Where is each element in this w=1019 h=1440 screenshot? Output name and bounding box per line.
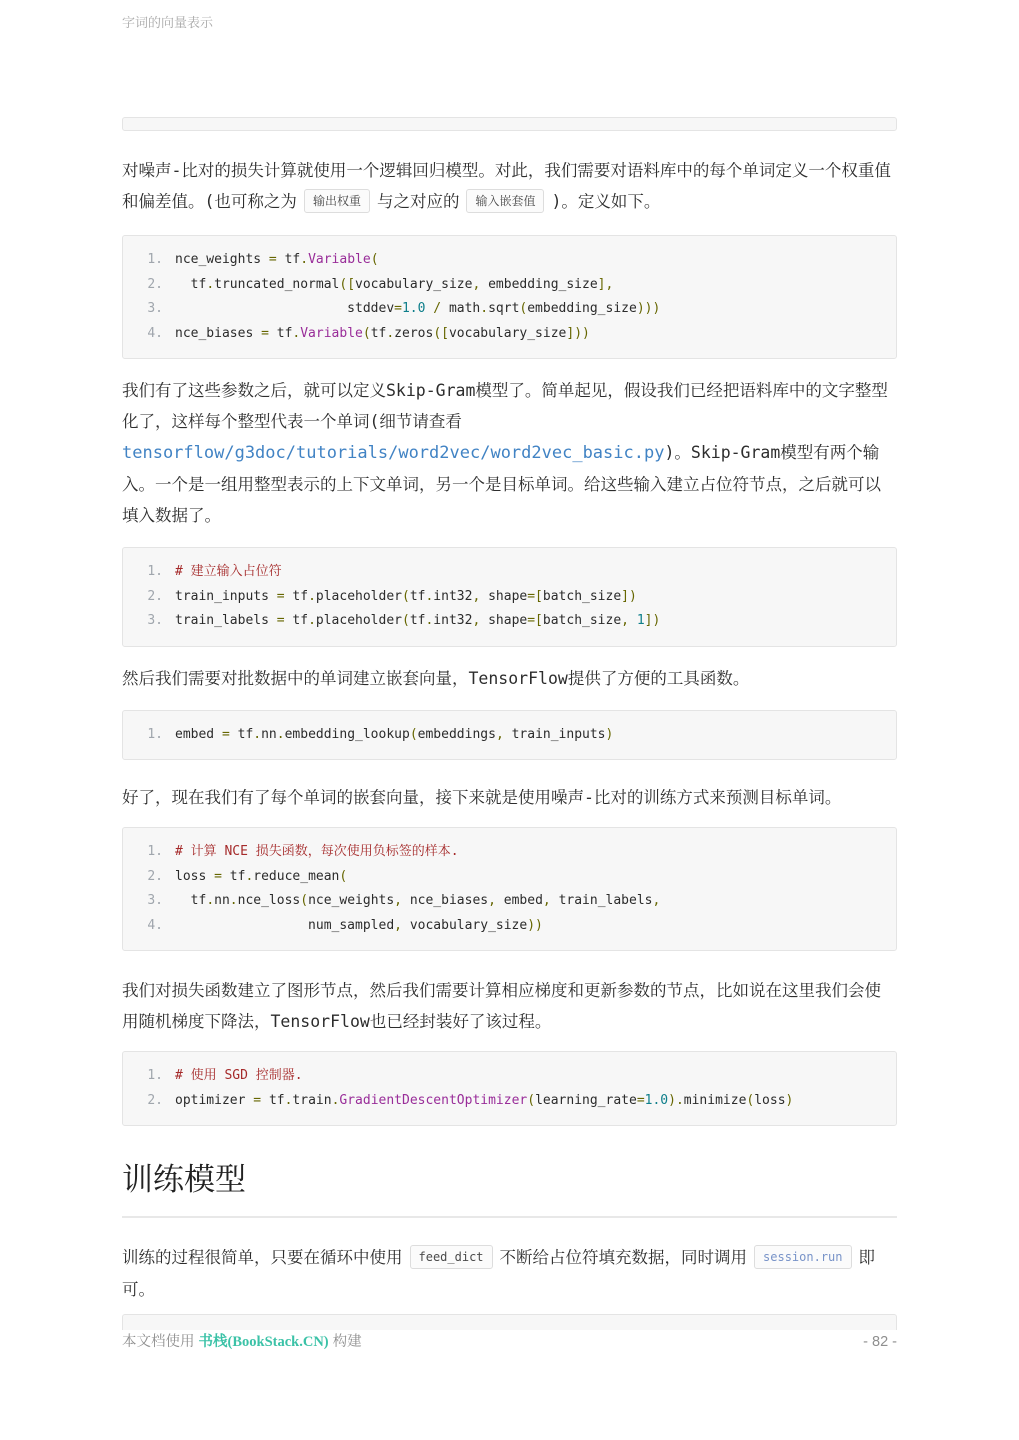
code-line: 1. # 建立输入占位符 — [139, 560, 880, 585]
footer — [122, 1330, 897, 1351]
inline-code: feed_dict — [410, 1245, 493, 1269]
code-block — [122, 827, 897, 951]
code-line: 2. loss = tf.reduce_mean( — [139, 865, 880, 890]
code-line: 3. train_labels = tf.placeholder(tf.int32, shape=[batch_size, 1]) — [139, 609, 880, 634]
line-number: 1. — [147, 252, 163, 267]
code-line: 2. tf.truncated_normal([vocabulary_size, embedding_size], — [139, 273, 880, 298]
code-line: 4. num_sampled, vocabulary_size)) — [139, 914, 880, 939]
code-block — [122, 547, 897, 647]
code-block — [122, 1051, 897, 1126]
line-number: 1. — [147, 844, 163, 859]
line-number: 4. — [147, 325, 163, 341]
code-block-partial-top — [122, 1314, 897, 1330]
paragraph: 训练的过程很简单，只要在循环中使用 feed_dict 不断给占位符填充数据，同时调用 session.run 即可。 — [122, 1242, 897, 1306]
paragraph: 我们对损失函数建立了图形节点，然后我们需要计算相应梯度和更新参数的节点，比如说在这里我们会使用随机梯度下降法，TensorFlow也已经封装好了该过程。 — [122, 981, 881, 1031]
page-number: - 82 - — [863, 1334, 897, 1350]
code-line: 3. stddev=1.0 / math.sqrt(embedding_size))) — [139, 297, 880, 322]
code-line: 1. # 计算 NCE 损失函数，每次使用负标签的样本. — [139, 840, 880, 865]
page-header-title: 字词的向量表示 — [122, 15, 214, 30]
paragraph: 好了，现在我们有了每个单词的嵌套向量，接下来就是使用噪声-比对的训练方式来预测目标单词。 — [122, 788, 842, 807]
line-number: 3. — [147, 613, 163, 628]
line-number: 1. — [147, 726, 163, 742]
code-block — [122, 710, 897, 761]
inline-code: session.run — [754, 1245, 851, 1269]
code-line: 1. embed = tf.nn.embedding_lookup(embeddings, train_inputs) — [139, 723, 880, 748]
section-heading: 训练模型 — [122, 1160, 897, 1218]
code-block — [122, 235, 897, 359]
line-number: 3. — [147, 893, 163, 908]
line-number: 4. — [147, 917, 163, 933]
line-number: 2. — [147, 276, 163, 292]
code-line: 1. # 使用 SGD 控制器. — [139, 1064, 880, 1089]
line-number: 1. — [147, 564, 163, 579]
paragraph: 对噪声-比对的损失计算就使用一个逻辑回归模型。对此，我们需要对语料库中的每个单词定义一个权重值和偏差值。(也可称之为 输出权重 与之对应的 输入嵌套值 )。定义如下。 — [122, 161, 891, 211]
footer-brand-link[interactable]: 书栈(BookStack.CN) — [198, 1334, 329, 1350]
line-number: 2. — [147, 1092, 163, 1108]
paragraph: 我们有了这些参数之后，就可以定义Skip-Gram模型了。简单起见，假设我们已经把语料库中的文字整型化了，这样每个整型代表一个单词(细节请查看 tensorflow/g3doc/tutorials/word2vec/word2vec_basic.py)。Skip-Gram模型有两个输入。一个是一组用整型表示的上下文单词，另一个是目标单词。给这些输入建立占位符节点，之后就可以填入数据了。 — [122, 381, 888, 525]
footer-text-prefix: 本文档使用 — [122, 1334, 199, 1350]
inline-code: 输入嵌套值 — [466, 189, 544, 213]
code-line: 4. nce_biases = tf.Variable(tf.zeros([vocabulary_size])) — [139, 322, 880, 347]
line-number: 3. — [147, 301, 163, 316]
line-number: 2. — [147, 868, 163, 884]
inline-link[interactable]: tensorflow/g3doc/tutorials/word2vec/word2vec_basic.py — [122, 443, 665, 463]
line-number: 1. — [147, 1068, 163, 1083]
code-line: 2. optimizer = tf.train.GradientDescentOptimizer(learning_rate=1.0).minimize(loss) — [139, 1089, 880, 1114]
content-column — [122, 0, 897, 1330]
code-block-partial-bottom — [122, 117, 897, 131]
footer-build-note — [122, 1330, 362, 1351]
code-line: 1. nce_weights = tf.Variable( — [139, 248, 880, 273]
code-line: 3. tf.nn.nce_loss(nce_weights, nce_biases, embed, train_labels, — [139, 889, 880, 914]
paragraph: 然后我们需要对批数据中的单词建立嵌套向量，TensorFlow提供了方便的工具函数。 — [122, 668, 750, 688]
inline-code: 输出权重 — [304, 189, 370, 213]
code-line: 2. train_inputs = tf.placeholder(tf.int32, shape=[batch_size]) — [139, 585, 880, 610]
footer-text-suffix: 构建 — [328, 1334, 362, 1350]
line-number: 2. — [147, 588, 163, 604]
